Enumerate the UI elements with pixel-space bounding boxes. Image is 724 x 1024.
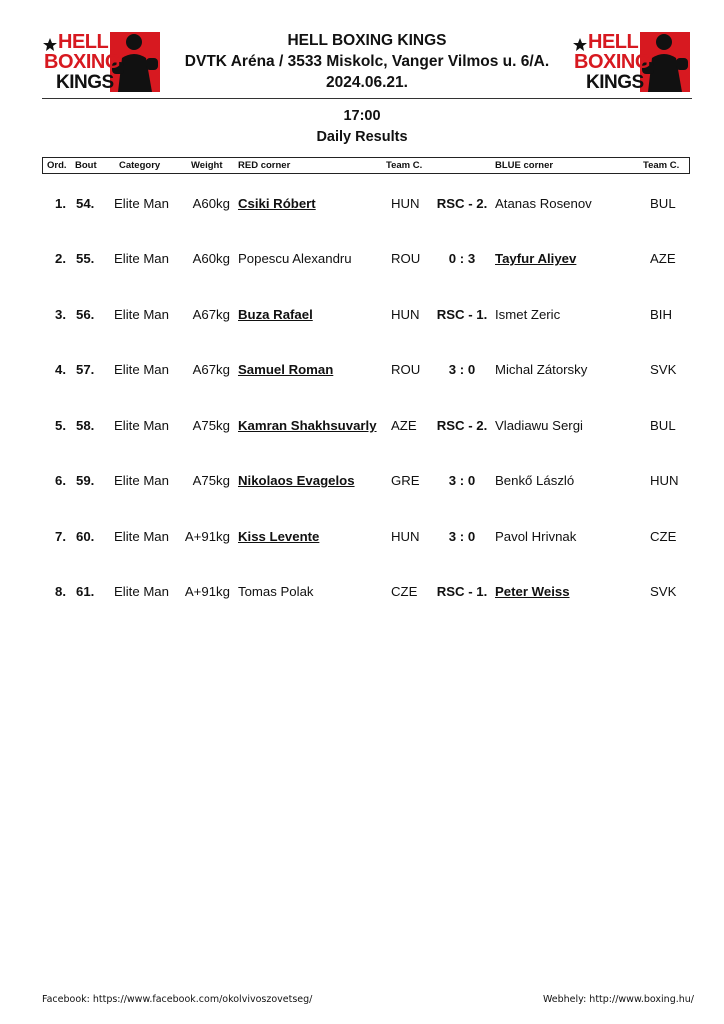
logo-line2: BOXING bbox=[44, 51, 120, 73]
table-row bbox=[0, 251, 724, 271]
row-blue-corner: Benkő László bbox=[495, 473, 575, 488]
logo-line3: KINGS bbox=[586, 72, 644, 93]
col-ord: Ord. bbox=[47, 160, 67, 171]
row-result: RSC - 1. bbox=[436, 584, 488, 599]
row-bout: 60. bbox=[76, 529, 95, 544]
row-category: Elite Man bbox=[114, 251, 169, 266]
row-blue-team: BUL bbox=[650, 418, 676, 433]
row-blue-corner: Ismet Zeric bbox=[495, 307, 561, 322]
row-red-corner: Buza Rafael bbox=[238, 307, 313, 322]
row-blue-corner: Michal Zátorsky bbox=[495, 362, 588, 377]
event-header bbox=[170, 30, 564, 93]
row-blue-corner: Vladiawu Sergi bbox=[495, 418, 583, 433]
event-date: 2024.06.21. bbox=[326, 74, 408, 91]
row-bout: 59. bbox=[76, 473, 95, 488]
row-red-corner: Samuel Roman bbox=[238, 362, 334, 377]
row-red-team: ROU bbox=[391, 362, 421, 377]
event-venue: DVTK Aréna / 3533 Miskolc, Vanger Vilmos u. 6/A. bbox=[184, 53, 550, 70]
row-blue-team: AZE bbox=[650, 251, 676, 266]
row-bout: 56. bbox=[76, 307, 95, 322]
table-row bbox=[0, 584, 724, 604]
row-bout: 57. bbox=[76, 362, 95, 377]
col-weight: Weight bbox=[191, 160, 223, 171]
row-category: Elite Man bbox=[114, 584, 169, 599]
row-result: RSC - 2. bbox=[436, 418, 488, 433]
row-red-corner: Kamran Shakhsuvarly bbox=[238, 418, 377, 433]
row-red-team: HUN bbox=[391, 529, 420, 544]
results-heading: Daily Results bbox=[316, 129, 408, 145]
col-blue-corner: BLUE corner bbox=[495, 160, 554, 171]
table-row bbox=[0, 418, 724, 438]
row-red-corner: Kiss Levente bbox=[238, 529, 320, 544]
row-bout: 55. bbox=[76, 251, 95, 266]
row-blue-corner: Peter Weiss bbox=[495, 584, 570, 599]
table-row bbox=[0, 473, 724, 493]
row-weight: A+91kg bbox=[184, 584, 230, 599]
row-weight: A67kg bbox=[192, 307, 230, 322]
row-red-team: ROU bbox=[391, 251, 421, 266]
row-blue-team: BUL bbox=[650, 196, 676, 211]
row-ord: 7. bbox=[55, 529, 66, 544]
row-ord: 6. bbox=[55, 473, 66, 488]
row-ord: 3. bbox=[55, 307, 66, 322]
row-blue-team: SVK bbox=[650, 584, 677, 599]
row-weight: A75kg bbox=[192, 473, 230, 488]
row-red-team: CZE bbox=[391, 584, 418, 599]
row-red-team: HUN bbox=[391, 307, 420, 322]
row-weight: A60kg bbox=[192, 251, 230, 266]
col-category: Category bbox=[119, 160, 161, 171]
row-result: RSC - 2. bbox=[436, 196, 488, 211]
row-red-team: AZE bbox=[391, 418, 417, 433]
row-result: 3 : 0 bbox=[448, 529, 476, 544]
results-table-header bbox=[42, 157, 690, 174]
table-row bbox=[0, 307, 724, 327]
row-bout: 54. bbox=[76, 196, 95, 211]
col-red-team: Team C. bbox=[386, 160, 423, 171]
row-result: 0 : 3 bbox=[448, 251, 476, 266]
row-weight: A75kg bbox=[192, 418, 230, 433]
row-category: Elite Man bbox=[114, 418, 169, 433]
col-blue-team: Team C. bbox=[643, 160, 680, 171]
row-category: Elite Man bbox=[114, 529, 169, 544]
row-weight: A60kg bbox=[192, 196, 230, 211]
row-red-corner: Popescu Alexandru bbox=[238, 251, 352, 266]
row-ord: 5. bbox=[55, 418, 66, 433]
row-category: Elite Man bbox=[114, 196, 169, 211]
hell-boxing-kings-logo-left bbox=[42, 28, 164, 96]
row-result: RSC - 1. bbox=[436, 307, 488, 322]
row-category: Elite Man bbox=[114, 307, 169, 322]
logo-line3: KINGS bbox=[56, 72, 114, 93]
row-weight: A67kg bbox=[192, 362, 230, 377]
row-red-corner: Tomas Polak bbox=[238, 584, 314, 599]
row-ord: 1. bbox=[55, 196, 66, 211]
row-bout: 58. bbox=[76, 418, 95, 433]
table-row bbox=[0, 196, 724, 216]
session-time: 17:00 bbox=[343, 108, 381, 124]
row-weight: A+91kg bbox=[184, 529, 230, 544]
logo-line1: HELL bbox=[588, 31, 639, 53]
website-link[interactable]: Webhely: http://www.boxing.hu/ bbox=[542, 994, 694, 1005]
logo-line2: BOXING bbox=[574, 51, 650, 73]
table-row bbox=[0, 529, 724, 549]
row-blue-team: CZE bbox=[650, 529, 677, 544]
row-blue-team: HUN bbox=[650, 473, 679, 488]
row-ord: 2. bbox=[55, 251, 66, 266]
row-blue-corner: Tayfur Aliyev bbox=[495, 251, 577, 266]
row-ord: 4. bbox=[55, 362, 66, 377]
row-ord: 8. bbox=[55, 584, 66, 599]
header-divider bbox=[42, 98, 692, 99]
row-blue-team: SVK bbox=[650, 362, 677, 377]
row-result: 3 : 0 bbox=[448, 362, 476, 377]
row-bout: 61. bbox=[76, 584, 95, 599]
row-red-team: GRE bbox=[391, 473, 420, 488]
row-red-corner: Csiki Róbert bbox=[238, 196, 316, 211]
row-red-team: HUN bbox=[391, 196, 420, 211]
row-blue-corner: Pavol Hrivnak bbox=[495, 529, 577, 544]
event-title: HELL BOXING KINGS bbox=[287, 32, 447, 49]
logo-line1: HELL bbox=[58, 31, 109, 53]
row-result: 3 : 0 bbox=[448, 473, 476, 488]
table-row bbox=[0, 362, 724, 382]
row-blue-team: BIH bbox=[650, 307, 672, 322]
row-category: Elite Man bbox=[114, 362, 169, 377]
facebook-link[interactable]: Facebook: https://www.facebook.com/okolvivoszovetseg/ bbox=[42, 994, 313, 1005]
row-category: Elite Man bbox=[114, 473, 169, 488]
row-blue-corner: Atanas Rosenov bbox=[495, 196, 592, 211]
col-bout: Bout bbox=[75, 160, 97, 171]
row-red-corner: Nikolaos Evagelos bbox=[238, 473, 355, 488]
hell-boxing-kings-logo-right bbox=[572, 28, 694, 96]
col-red-corner: RED corner bbox=[238, 160, 291, 171]
